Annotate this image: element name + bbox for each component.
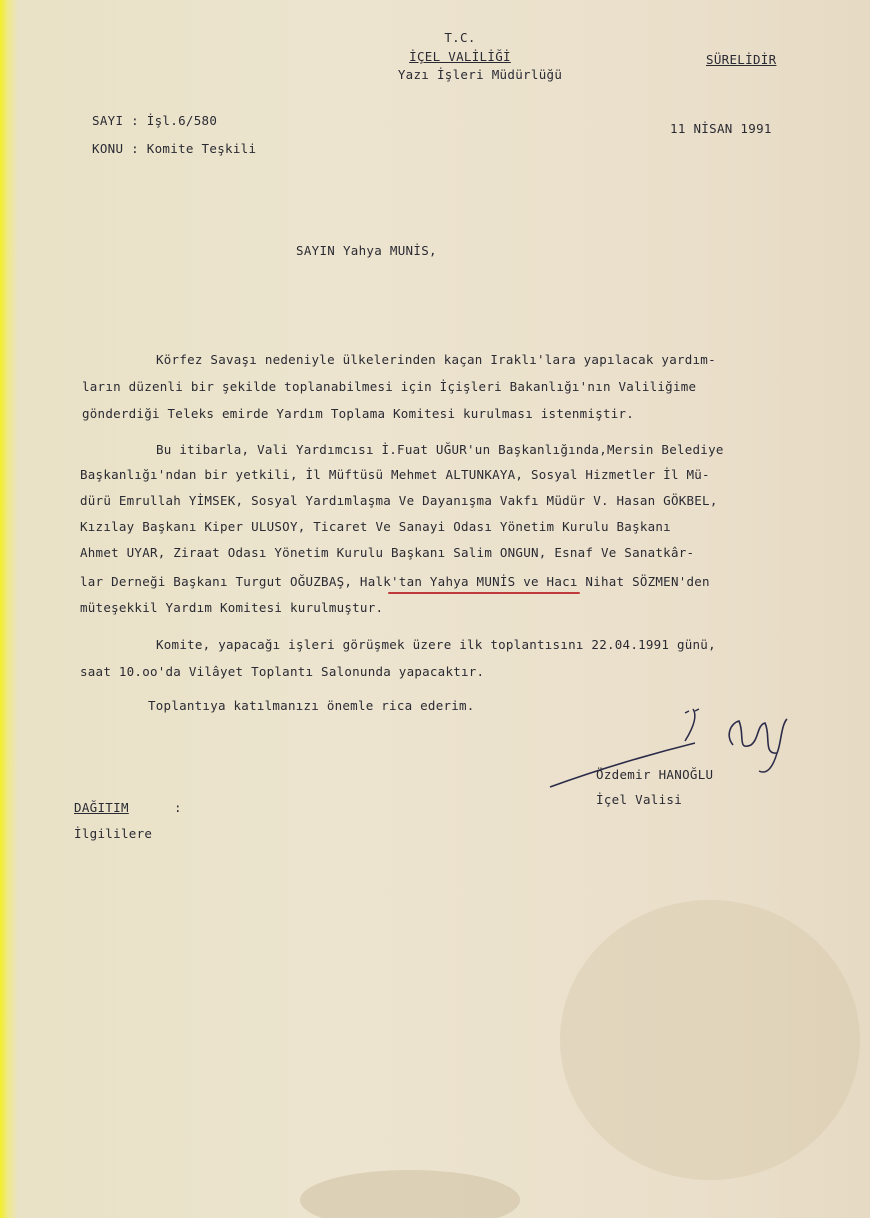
- p2-line: Başkanlığı'ndan bir yetkili, İl Müftüsü Mehmet ALTUNKAYA, Sosyal Hizmetler İl Mü-: [80, 467, 710, 482]
- signatory-name: Özdemir HANOĞLU: [596, 767, 714, 782]
- paper-stain: [560, 900, 860, 1180]
- header-tc: T.C.: [444, 30, 476, 45]
- letter-date: 11 NİSAN 1991: [670, 121, 772, 136]
- distribution-recipients: İlgililere: [74, 826, 153, 841]
- salutation: SAYIN Yahya MUNİS,: [296, 243, 437, 258]
- urgency-label: SÜRELİDİR: [706, 52, 777, 67]
- p2-line: Bu itibarla, Vali Yardımcısı İ.Fuat UĞUR'un Başkanlığında,Mersin Belediye: [156, 442, 724, 457]
- paper-stain-bottom: [300, 1170, 520, 1218]
- p1-line: Körfez Savaşı nedeniyle ülkelerinden kaçan Iraklı'lara yapılacak yardım-: [156, 352, 716, 367]
- p2-line: Ahmet UYAR, Ziraat Odası Yönetim Kurulu Başkanı Salim ONGUN, Esnaf Ve Sanatkâr-: [80, 545, 695, 560]
- signatory-title: İçel Valisi: [596, 792, 683, 807]
- konu-line: KONU : Komite Teşkili: [92, 141, 257, 156]
- distribution-colon: :: [174, 800, 182, 815]
- header-department: Yazı İşleri Müdürlüğü: [397, 67, 563, 82]
- p3-line: saat 10.oo'da Vilâyet Toplantı Salonunda yapacaktır.: [80, 664, 485, 679]
- p2-line: müteşekkil Yardım Komitesi kurulmuştur.: [80, 600, 384, 615]
- p2-line: lar Derneği Başkanı Turgut OĞUZBAŞ, Halk'tan Yahya MUNİS ve Hacı Nihat SÖZMEN'den: [80, 574, 710, 589]
- sayi-line: SAYI : İşl.6/580: [92, 113, 218, 128]
- p4-line: Toplantıya katılmanızı önemle rica ederim.: [148, 698, 475, 713]
- p1-line: ların düzenli bir şekilde toplanabilmesi için İçişleri Bakanlığı'nın Valiliğime: [82, 379, 697, 394]
- red-pen-underline: [388, 592, 580, 594]
- distribution-label: DAĞITIM: [74, 800, 129, 815]
- p1-line: gönderdiği Teleks emirde Yardım Toplama Komitesi kurulması istenmiştir.: [82, 406, 635, 421]
- header-office: İÇEL VALİLİĞİ: [409, 49, 511, 64]
- p3-line: Komite, yapacağı işleri görüşmek üzere ilk toplantısını 22.04.1991 günü,: [156, 637, 716, 652]
- p2-line: Kızılay Başkanı Kiper ULUSOY, Ticaret Ve Sanayi Odası Yönetim Kurulu Başkanı: [80, 519, 671, 534]
- p2-line: dürü Emrullah YİMSEK, Sosyal Yardımlaşma Ve Dayanışma Vakfı Müdür V. Hasan GÖKBEL,: [80, 493, 718, 508]
